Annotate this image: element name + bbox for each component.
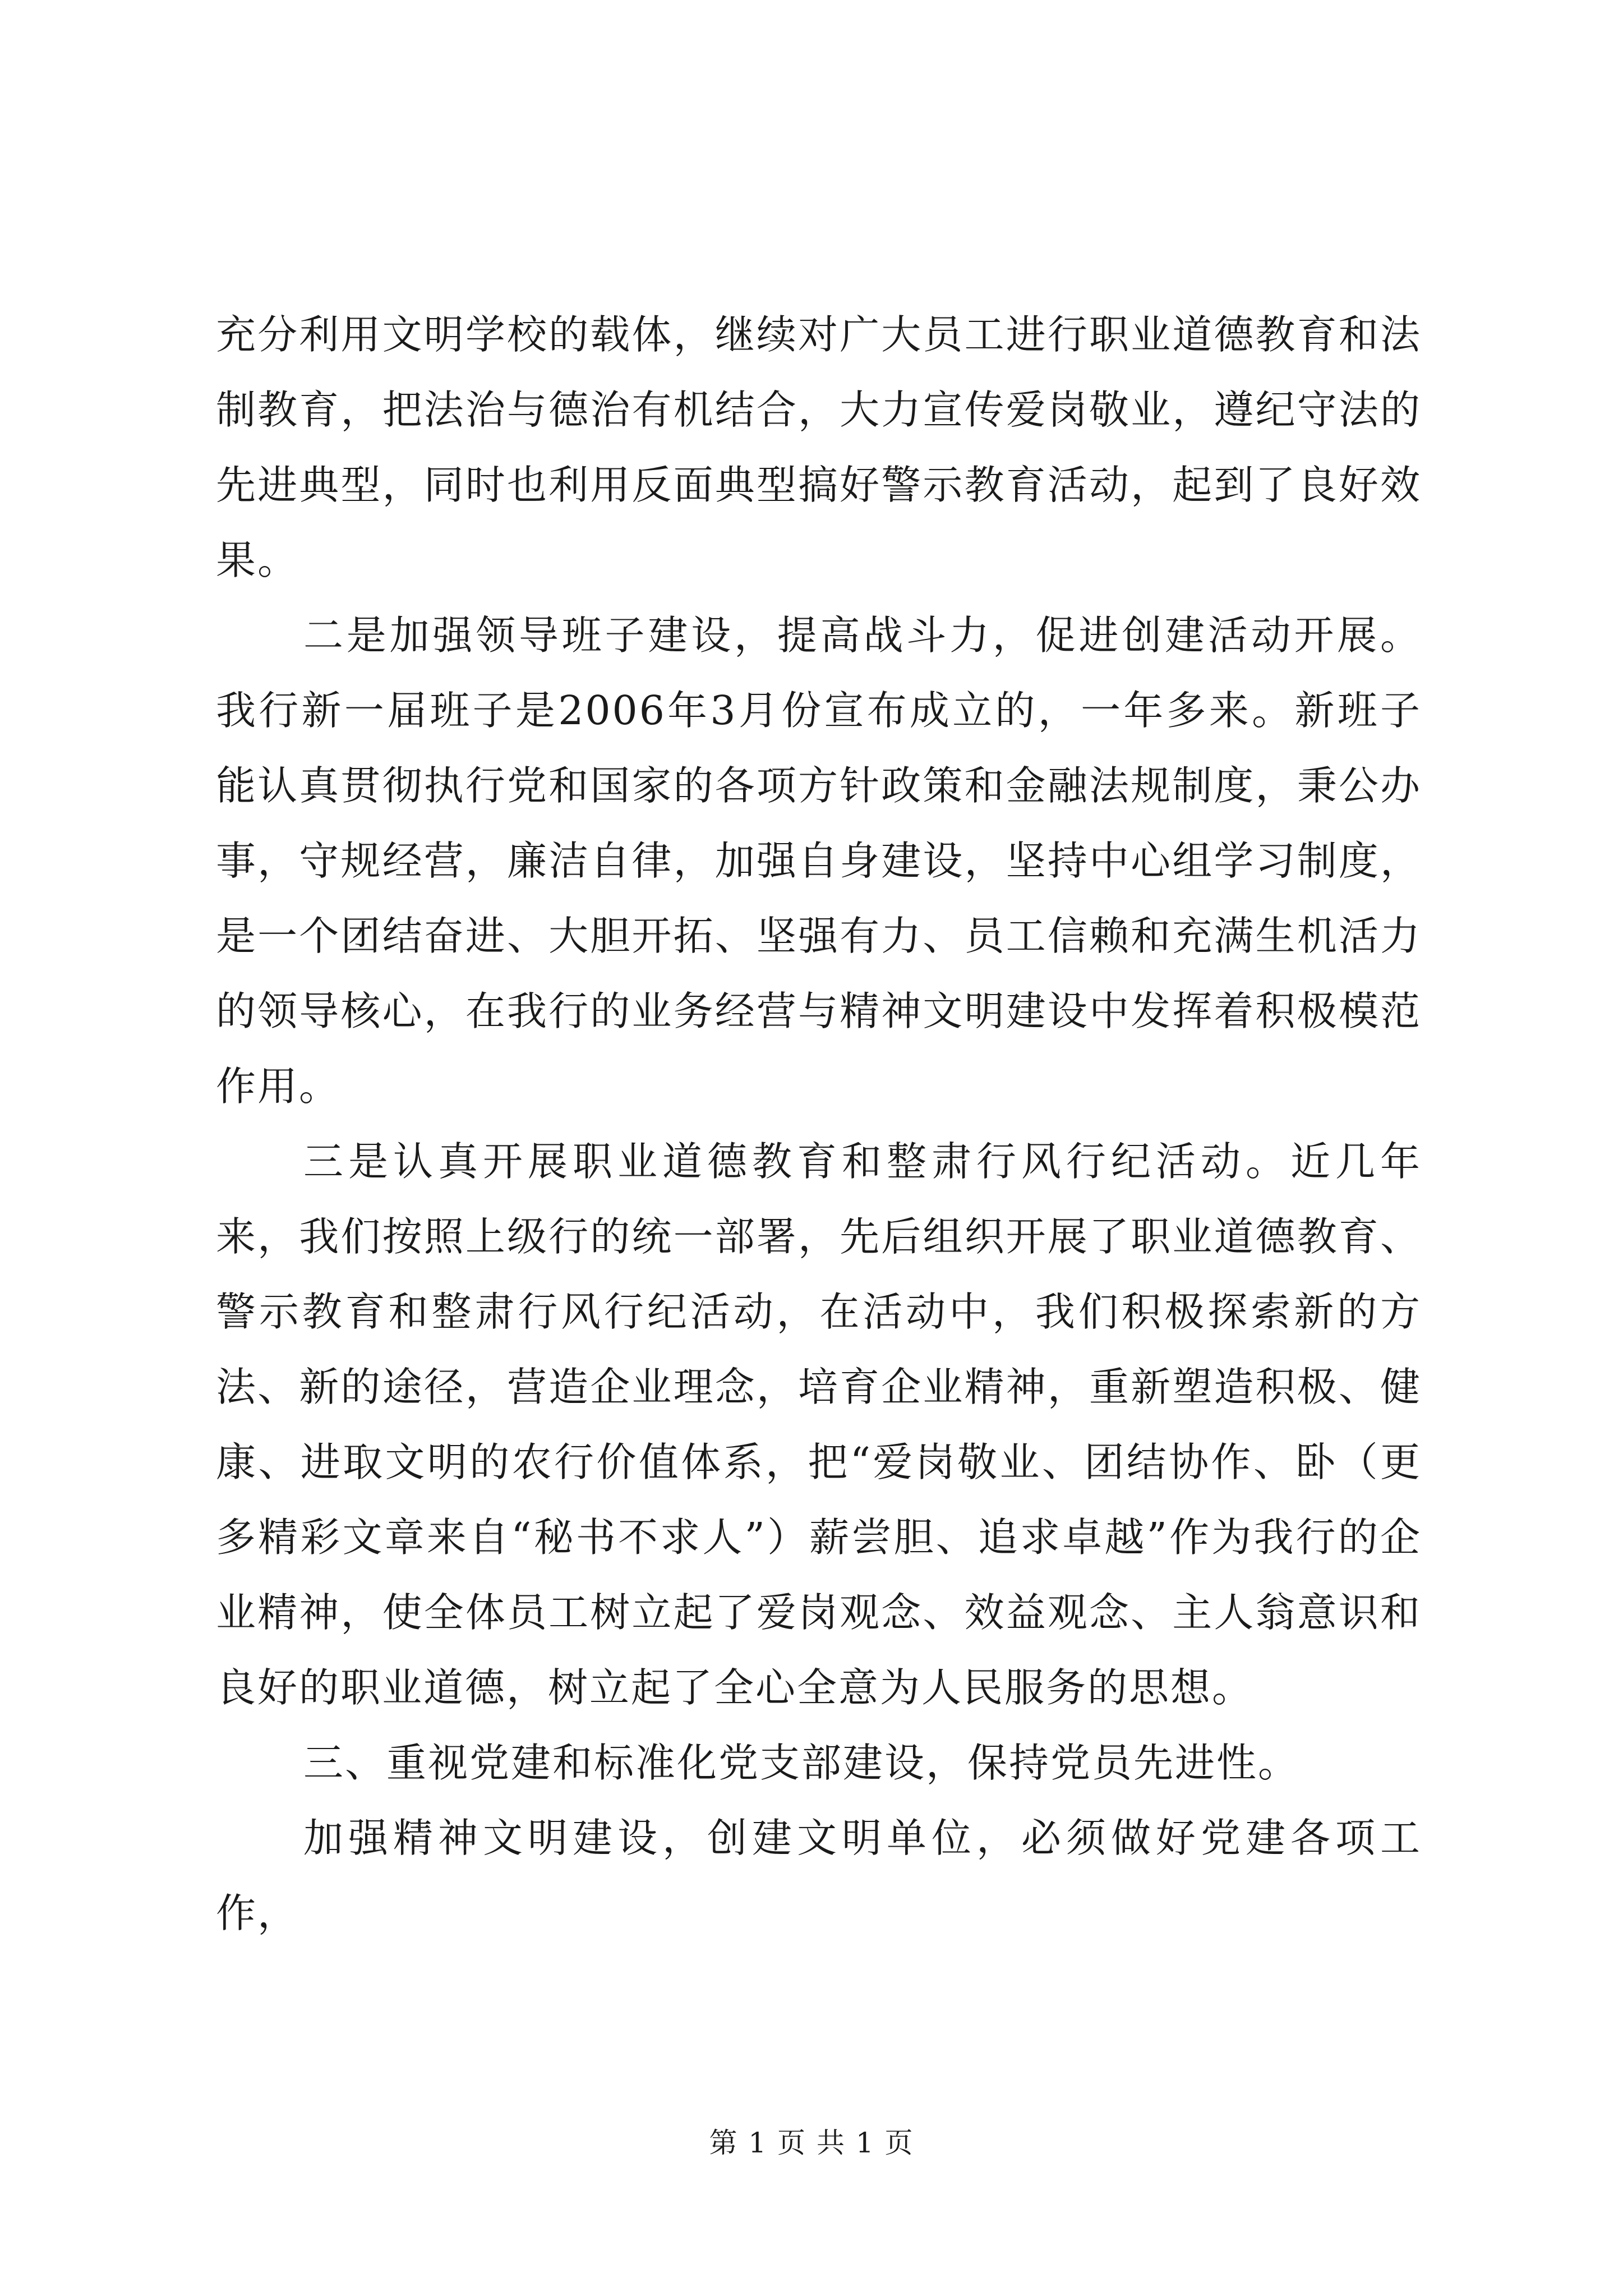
page-footer: 第 1 页 共 1 页 — [709, 2127, 914, 2159]
paragraph-3: 三是认真开展职业道德教育和整肃行风行纪活动。近几年来，我们按照上级行的统一部署，先后组织开展了职业道德教育、警示教育和整肃行风行纪活动，在活动中，我们积极探索新的方法、新的途径，营造企业理念，培育企业精神，重新塑造积极、健康、进取文明的农行价值体系，把“爱岗敬业、团结协作、卧（更多精彩文章来自“秘书不求人”）薪尝胆、追求卓越”作为我行的企业精神，使全体员工树立起了爱岗观念、效益观念、主人翁意识和良好的职业道德，树立起了全心全意为人民服务的思想。 — [216, 1138, 1422, 1711]
section-heading: 三、重视党建和标准化党支部建设，保持党员先进性。 — [303, 1740, 1300, 1786]
paragraph-2: 二是加强领导班子建设，提高战斗力，促进创建活动开展。我行新一届班子是2006年3月份宣布成立的，一年多来。新班子能认真贯彻执行党和国家的各项方针政策和金融法规制度，秉公办事，守规经营，廉洁自律，加强自身建设，坚持中心组学习制度，是一个团结奋进、大胆开拓、坚强有力、员工信赖和充满生机活力的领导核心，在我行的业务经营与精神文明建设中发挥着积极模范作用。 — [216, 612, 1422, 1110]
paragraph-1: 充分利用文明学校的载体，继续对广大员工进行职业道德教育和法制教育，把法治与德治有机结合，大力宣传爱岗敬业，遵纪守法的先进典型，同时也利用反面典型搞好警示教育活动，起到了良好效果。 — [216, 311, 1422, 583]
paragraph-4: 加强精神文明建设，创建文明单位，必须做好党建各项工作， — [216, 1815, 1422, 1936]
document-body — [216, 297, 1422, 1951]
